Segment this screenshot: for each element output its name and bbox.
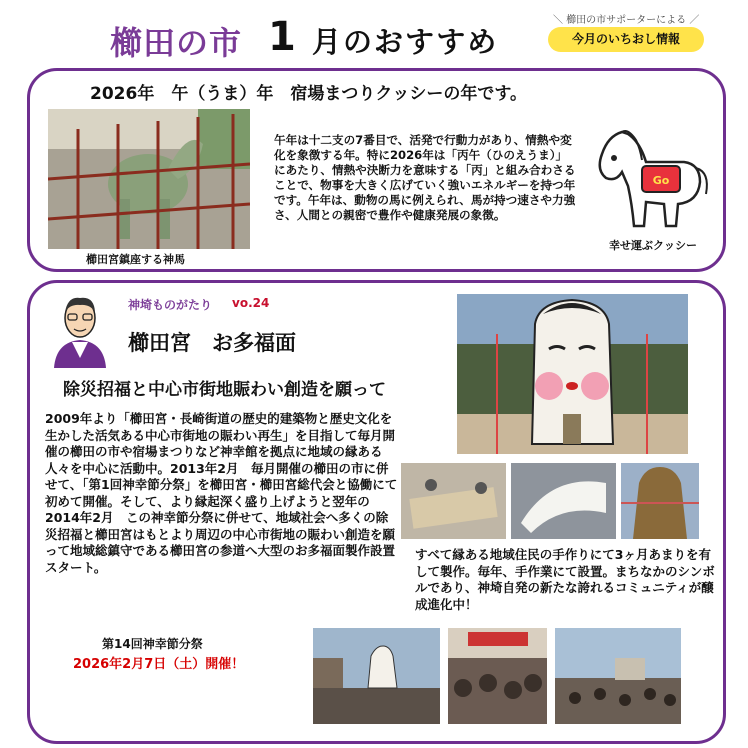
otafuku-subheading: 除災招福と中心市街地賑わい創造を願って	[63, 380, 386, 400]
series-volume: vo.24	[232, 296, 270, 310]
event-title: 第14回神幸節分祭	[102, 637, 203, 651]
festival-photo-1	[313, 628, 440, 724]
horse-statue-photo	[48, 109, 250, 249]
series-title: 神埼ものがたり	[128, 298, 213, 312]
site-logo: 櫛田の市	[110, 24, 243, 62]
author-avatar	[50, 290, 110, 368]
production-photo-3	[621, 463, 699, 539]
festival-photo-2	[448, 628, 547, 724]
zodiac-heading: 2026年 午（うま）年 宿場まつりクッシーの年です。	[90, 84, 527, 104]
page-title: 月のおすすめ	[312, 25, 499, 59]
community-paragraph: すべて縁ある地域住民の手作りにて3ヶ月あまりを有して製作。毎年、手作業にて設置。まちなかのシンボルであり、神埼自発の新たな誇れるコミュニティが醸成進化中！	[415, 547, 715, 612]
otafuku-mask-photo	[457, 294, 688, 454]
mascot-saddle-text: Go	[652, 174, 670, 187]
festival-photo-3	[555, 628, 681, 724]
production-photo-1	[401, 463, 506, 539]
recommend-pill: 今月のいちおし情報	[548, 27, 704, 52]
otafuku-heading: 櫛田宮 お多福面	[128, 331, 296, 355]
kusshi-mascot-icon	[588, 124, 712, 236]
zodiac-paragraph: 午年は十二支の7番目で、活発で行動力があり、情熱や変化を象徴する年。特に2026年は「丙午（ひのえうま）」にあたり、情熱や決断力を意味する「丙」と組み合わさることで、物事を大きく広げていく強いエネルギーを持つ年です。午年は、動物の馬に例えられ、馬が持つ速さや力強さ、人間との親密で豊作や健康発展の象徴。	[274, 133, 576, 222]
supporter-text: ＼ 櫛田の市サポーターによる ／	[553, 15, 700, 26]
mascot-caption: 幸せ運ぶクッシー	[609, 239, 697, 252]
history-paragraph: 2009年より「櫛田宮・長崎街道の歴史的建築物と歴史文化を生かした活気ある中心市街地の賑わい再生」を目指して毎月開催の櫛田の市や宿場まつりなど神幸館を拠点に地域の縁ある人々を中心に活動中。2013年2月 毎月開催の櫛田の市に併せて、「第1回神幸節分祭」を櫛田宮・櫛田宮総代会と協働にて初めて開催。そして、より縁起深く盛り上げようと翌年の2014年2月 この神幸節分祭に併せて、地域社会へ多くの除災招福と櫛田宮はもとより周辺の中心市街地の賑わい創造を願って地域総鎮守である櫛田宮の参道へ大型のお多福面製作設置スタート。	[45, 411, 398, 575]
production-photo-2	[511, 463, 616, 539]
month-number: 1	[268, 14, 296, 60]
horse-photo-caption: 櫛田宮鎮座する神馬	[86, 253, 185, 266]
event-date: 2026年2月7日（土）開催！	[73, 657, 245, 672]
